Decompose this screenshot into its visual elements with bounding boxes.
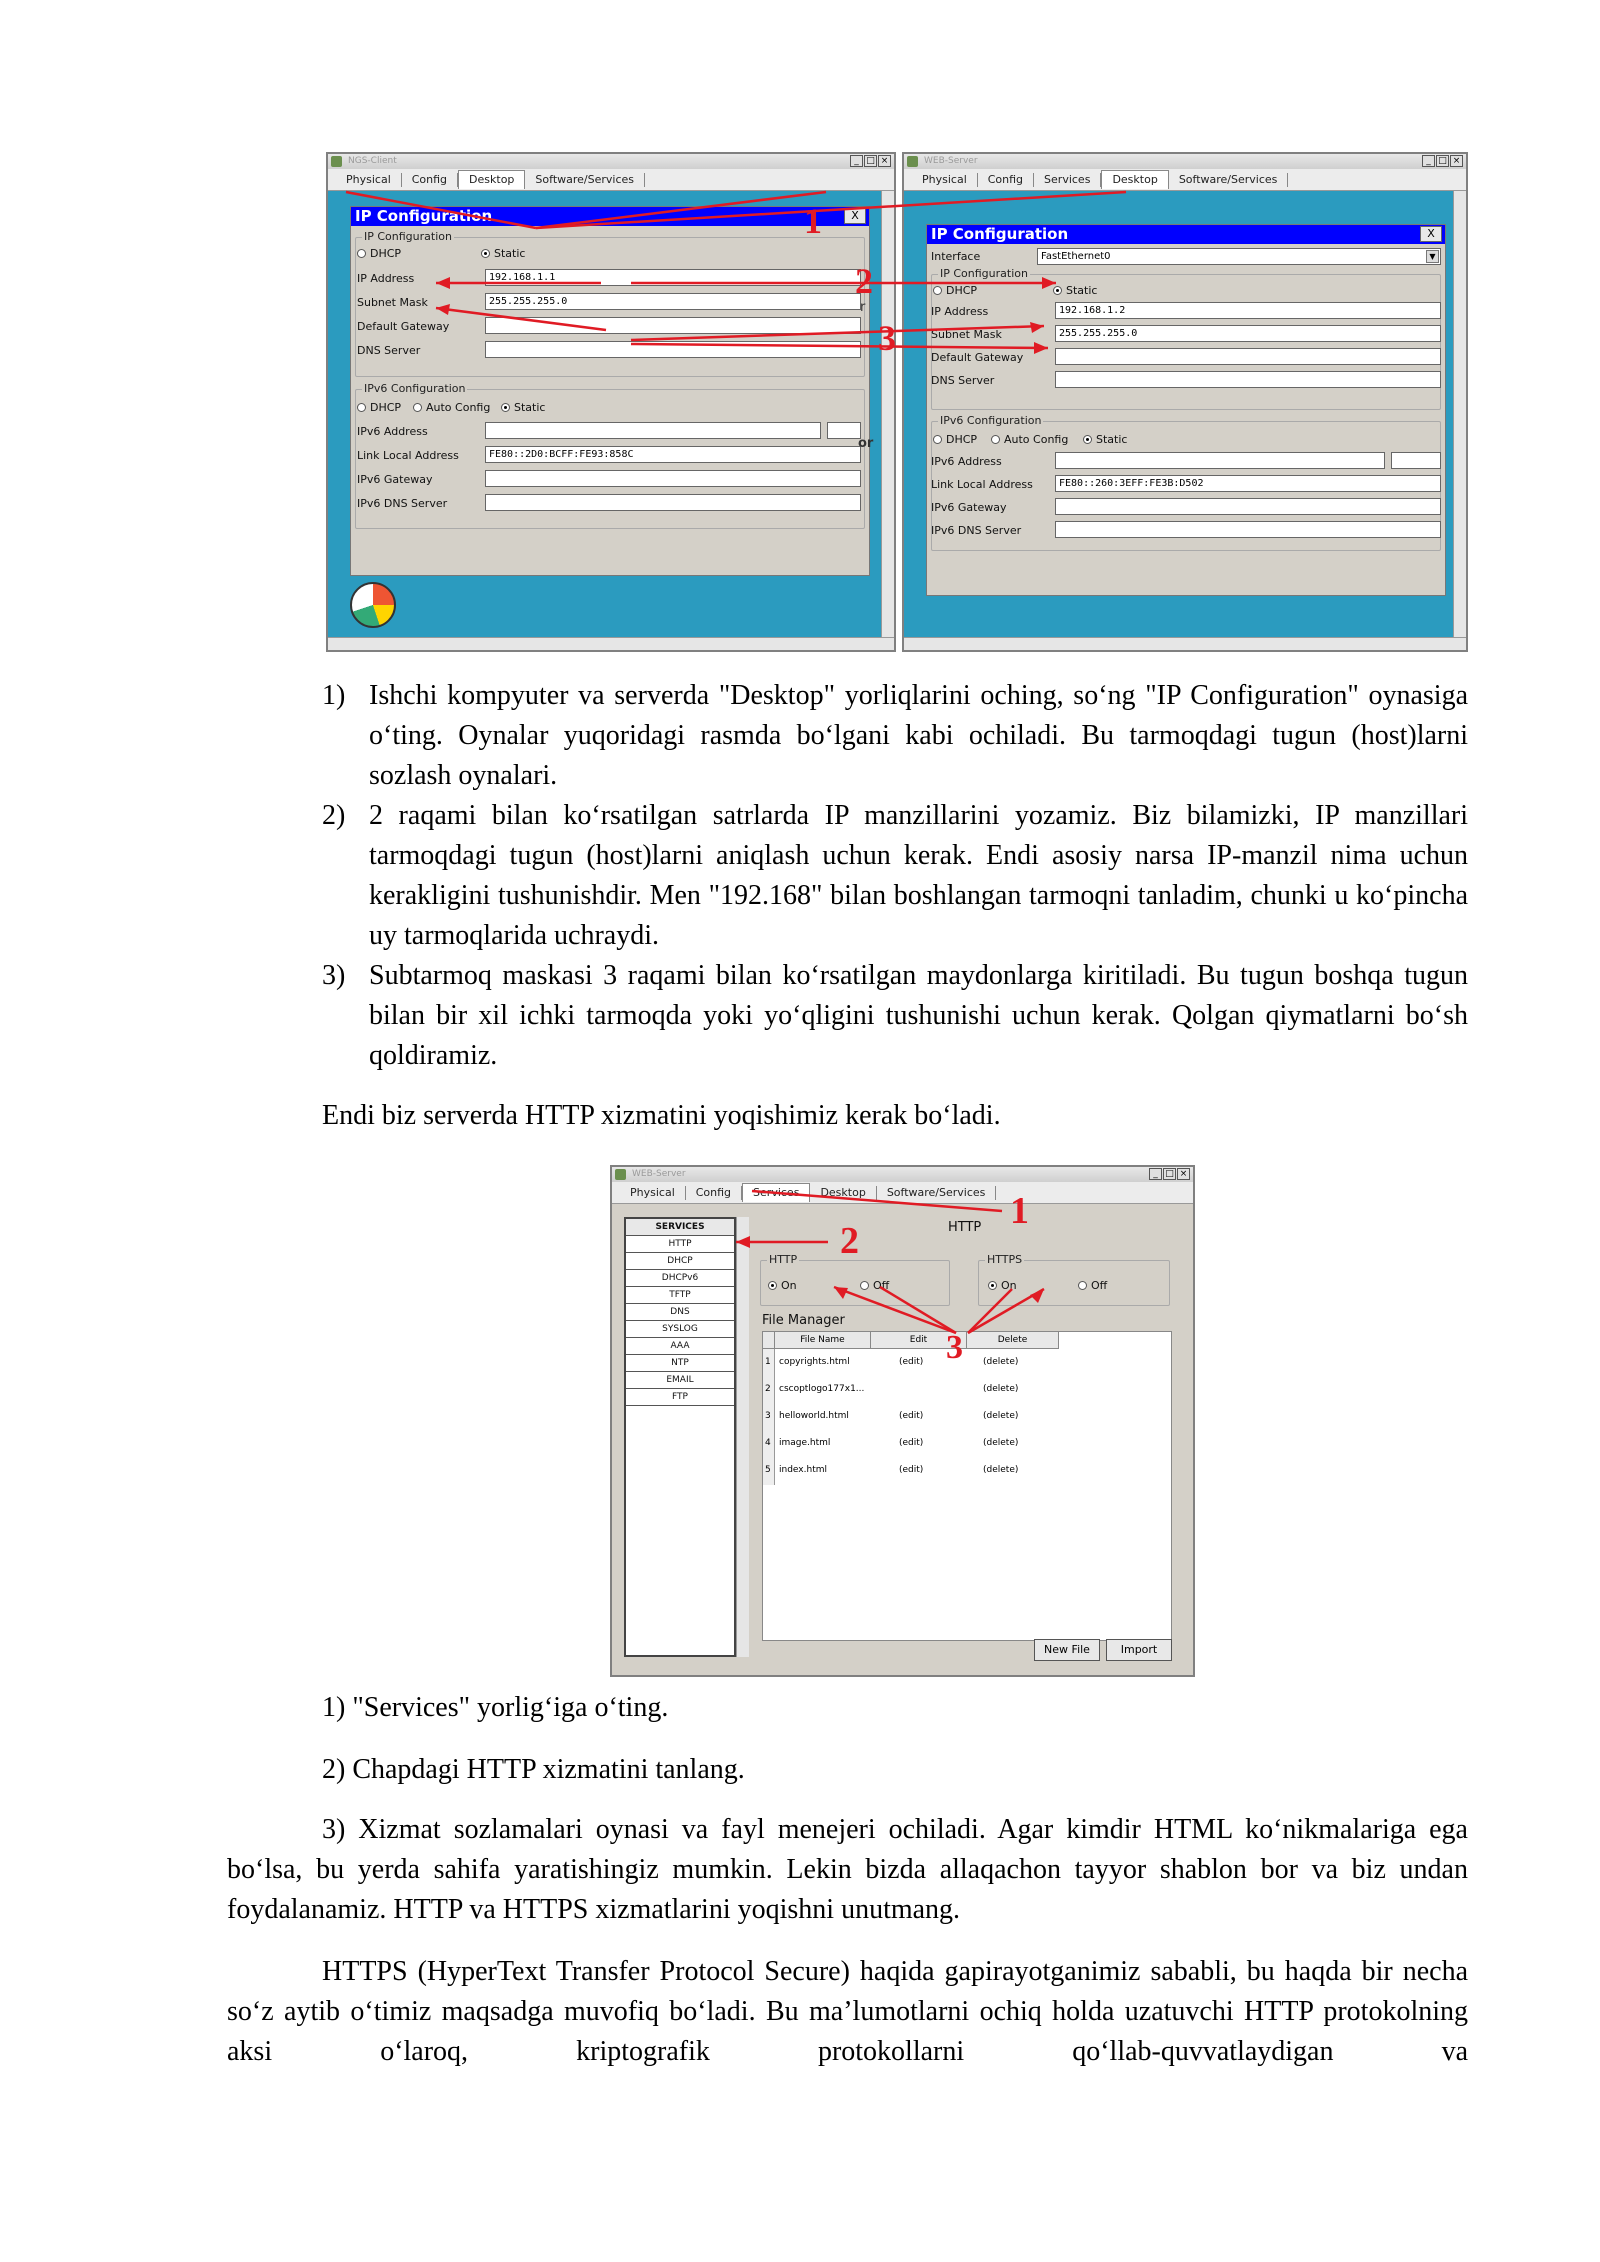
static-label: Static bbox=[514, 401, 546, 414]
new-file-button[interactable]: New File bbox=[1034, 1639, 1100, 1661]
dns-server-label: DNS Server bbox=[931, 374, 995, 387]
interface-label: Interface bbox=[931, 250, 981, 263]
auto-config-label: Auto Config bbox=[1004, 433, 1069, 446]
file-manager-table bbox=[762, 1331, 1172, 1641]
service-item-email[interactable]: EMAIL bbox=[626, 1372, 734, 1389]
services-header: SERVICES bbox=[626, 1219, 734, 1236]
auto-config-label: Auto Config bbox=[426, 401, 491, 414]
service-item-ftp[interactable]: FTP bbox=[626, 1389, 734, 1406]
minimize-icon[interactable]: _ bbox=[850, 155, 863, 167]
dialog-close-button[interactable]: X bbox=[844, 208, 866, 224]
figure-ip-configuration bbox=[326, 152, 1468, 652]
file-name: image.html bbox=[779, 1438, 831, 1448]
maximize-icon[interactable]: □ bbox=[1436, 155, 1449, 167]
list-number: 2) bbox=[322, 800, 346, 831]
paragraph-http-intro: Endi biz serverda HTTP xizmatini yoqishimiz kerak bo‘ladi. bbox=[322, 1100, 1001, 1131]
column-header-file-name: File Name bbox=[775, 1332, 871, 1349]
service-item-aaa[interactable]: AAA bbox=[626, 1338, 734, 1355]
dhcp-label: DHCP bbox=[946, 284, 978, 297]
window-title: WEB-Server bbox=[924, 156, 978, 166]
tab-software-services[interactable]: Software/Services bbox=[525, 173, 645, 187]
ipv6-dns-field[interactable] bbox=[485, 494, 861, 511]
subnet-mask-field[interactable]: 255.255.255.0 bbox=[485, 293, 861, 310]
tab-software-services[interactable]: Software/Services bbox=[877, 1186, 997, 1200]
service-item-dns[interactable]: DNS bbox=[626, 1304, 734, 1321]
ipv6-address-field[interactable] bbox=[1055, 452, 1385, 469]
tab-physical[interactable]: Physical bbox=[620, 1186, 686, 1200]
server-window bbox=[902, 152, 1468, 652]
list-text: Subtarmoq maskasi 3 raqami bilan ko‘rsatilgan maydonlarga kiritiladi. Bu tugun boshqa tugun bilan bir xil ichki tarmoqda yoki yo‘qligini tushunishi uchun kerak. Qolgan qiymatlarni bo‘sh qoldiramiz. bbox=[369, 960, 1468, 1071]
list-item bbox=[322, 676, 1468, 796]
import-button[interactable]: Import bbox=[1106, 1639, 1172, 1661]
ipv6-dns-field[interactable] bbox=[1055, 521, 1441, 538]
delete-link[interactable]: (delete) bbox=[983, 1438, 1019, 1448]
subnet-mask-label: Subnet Mask bbox=[357, 296, 428, 309]
vertical-scrollbar[interactable] bbox=[881, 191, 894, 637]
annotation-marker-2: 2 bbox=[840, 1220, 859, 1262]
group-label: IP Configuration bbox=[364, 230, 452, 243]
tab-services[interactable]: Services bbox=[742, 1183, 810, 1202]
ipv6-prefix-field[interactable] bbox=[1391, 452, 1441, 469]
maximize-icon[interactable]: □ bbox=[864, 155, 877, 167]
tab-config[interactable]: Config bbox=[402, 173, 458, 187]
ipv6-dns-label: IPv6 DNS Server bbox=[931, 524, 1022, 537]
app-icon bbox=[907, 156, 918, 167]
ipv6-gateway-field[interactable] bbox=[485, 470, 861, 487]
close-icon[interactable]: × bbox=[1177, 1168, 1190, 1180]
column-header-edit: Edit bbox=[871, 1332, 967, 1349]
annotation-marker-3: 3 bbox=[878, 318, 896, 358]
ipv6-gateway-label: IPv6 Gateway bbox=[931, 501, 1007, 514]
group-label: HTTP bbox=[769, 1253, 798, 1266]
default-gateway-label: Default Gateway bbox=[357, 320, 450, 333]
delete-link[interactable]: (delete) bbox=[983, 1411, 1019, 1421]
column-header-index bbox=[763, 1332, 775, 1349]
ip-address-label: IP Address bbox=[931, 305, 989, 318]
annotation-marker-2: 2 bbox=[855, 261, 873, 301]
default-gateway-field[interactable] bbox=[1055, 348, 1441, 365]
tab-physical[interactable]: Physical bbox=[912, 173, 978, 187]
interface-select[interactable]: FastEthernet0 ▼ bbox=[1037, 248, 1441, 265]
service-item-ntp[interactable]: NTP bbox=[626, 1355, 734, 1372]
ip-address-field[interactable]: 192.168.1.2 bbox=[1055, 302, 1441, 319]
paragraph-https: HTTPS (HyperText Transfer Protocol Secure) haqida gapirayotganimiz sababli, bu haqda bir necha so‘z aytib o‘timiz maqsadga muvofiq bo‘ladi. Bu ma’lumotlarni ochiq holda uzatuvchi HTTP protokolning aksi o‘laroq, kriptografik protokollarni qo‘llab-quvvatlaydigan va bbox=[227, 1956, 1468, 2067]
ipv4-group bbox=[931, 267, 1441, 410]
ipv6-auto-config-radio[interactable] bbox=[991, 435, 1000, 444]
group-label: IPv6 Configuration bbox=[364, 382, 466, 395]
dhcp-radio[interactable] bbox=[933, 286, 942, 295]
server-titlebar bbox=[904, 154, 1466, 169]
column-header-delete: Delete bbox=[967, 1332, 1059, 1349]
client-ip-config-dialog bbox=[350, 206, 870, 576]
server-titlebar bbox=[612, 1167, 1193, 1182]
file-name: cscoptlogo177x1... bbox=[779, 1384, 865, 1394]
desktop-app-icon[interactable] bbox=[350, 582, 396, 628]
side-char: r bbox=[860, 300, 866, 315]
on-label: On bbox=[1001, 1279, 1017, 1292]
static-label: Static bbox=[1096, 433, 1128, 446]
dns-server-label: DNS Server bbox=[357, 344, 421, 357]
dns-server-field[interactable] bbox=[485, 341, 861, 358]
edit-link[interactable]: (edit) bbox=[899, 1438, 924, 1448]
annotation-marker-3: 3 bbox=[946, 1329, 963, 1366]
service-item-dhcpv6[interactable]: DHCPv6 bbox=[626, 1270, 734, 1287]
link-local-field: FE80::2D0:BCFF:FE93:858C bbox=[485, 446, 861, 463]
ip-address-label: IP Address bbox=[357, 272, 415, 285]
file-manager-label: File Manager bbox=[762, 1313, 845, 1328]
row-index: 5 bbox=[765, 1465, 771, 1475]
group-label: HTTPS bbox=[987, 1253, 1023, 1266]
side-char: or bbox=[858, 436, 874, 451]
ip-address-field[interactable]: 192.168.1.1 bbox=[485, 269, 861, 286]
edit-link[interactable]: (edit) bbox=[899, 1465, 924, 1475]
on-label: On bbox=[781, 1279, 797, 1292]
client-titlebar bbox=[328, 154, 894, 169]
ipv6-prefix-field[interactable] bbox=[827, 422, 861, 439]
edit-link[interactable]: (edit) bbox=[899, 1411, 924, 1421]
static-label: Static bbox=[494, 247, 526, 260]
ipv6-gateway-label: IPv6 Gateway bbox=[357, 473, 433, 486]
file-name: copyrights.html bbox=[779, 1357, 850, 1367]
vertical-scrollbar[interactable] bbox=[1453, 191, 1466, 637]
server-ip-config-dialog bbox=[926, 224, 1446, 596]
tab-software-services[interactable]: Software/Services bbox=[1169, 173, 1289, 187]
row-index: 1 bbox=[765, 1357, 771, 1367]
tab-desktop[interactable]: Desktop bbox=[1101, 170, 1168, 189]
row-index: 4 bbox=[765, 1438, 771, 1448]
services-list bbox=[624, 1217, 736, 1657]
panel-title: HTTP bbox=[948, 1220, 982, 1235]
tab-config[interactable]: Config bbox=[978, 173, 1034, 187]
link-local-field: FE80::260:3EFF:FE3B:D502 bbox=[1055, 475, 1441, 492]
dialog-close-button[interactable]: X bbox=[1420, 226, 1442, 242]
tab-desktop[interactable]: Desktop bbox=[810, 1186, 876, 1200]
static-label: Static bbox=[1066, 284, 1098, 297]
row-index: 2 bbox=[765, 1384, 771, 1394]
annotation-marker-1: 1 bbox=[1010, 1190, 1029, 1232]
close-icon[interactable]: × bbox=[878, 155, 891, 167]
ipv6-dns-label: IPv6 DNS Server bbox=[357, 497, 448, 510]
file-name: helloworld.html bbox=[779, 1411, 849, 1421]
subnet-mask-label: Subnet Mask bbox=[931, 328, 1002, 341]
ipv6-address-label: IPv6 Address bbox=[931, 455, 1002, 468]
subnet-mask-field[interactable]: 255.255.255.0 bbox=[1055, 325, 1441, 342]
dhcp-radio[interactable] bbox=[357, 249, 366, 258]
chevron-down-icon: ▼ bbox=[1426, 250, 1439, 263]
tab-desktop[interactable]: Desktop bbox=[458, 170, 525, 189]
server-tabs bbox=[612, 1182, 1193, 1204]
service-item-http[interactable]: HTTP bbox=[626, 1236, 734, 1253]
link-local-label: Link Local Address bbox=[931, 478, 1033, 491]
server-tabs bbox=[904, 169, 1466, 191]
tab-physical[interactable]: Physical bbox=[336, 173, 402, 187]
list-item bbox=[322, 796, 1468, 956]
dhcp-label: DHCP bbox=[946, 433, 978, 446]
default-gateway-field[interactable] bbox=[485, 317, 861, 334]
http-on-radio[interactable] bbox=[768, 1281, 777, 1290]
http-off-radio[interactable] bbox=[860, 1281, 869, 1290]
step-2: 2) Chapdagi HTTP xizmatini tanlang. bbox=[322, 1754, 745, 1785]
horizontal-scrollbar[interactable] bbox=[904, 637, 1466, 650]
tab-config[interactable]: Config bbox=[686, 1186, 742, 1200]
service-item-syslog[interactable]: SYSLOG bbox=[626, 1321, 734, 1338]
group-label: IPv6 Configuration bbox=[940, 414, 1042, 427]
dialog-title: IP Configuration X bbox=[927, 225, 1445, 244]
window-title: WEB-Server bbox=[632, 1169, 686, 1179]
ipv6-static-radio[interactable] bbox=[501, 403, 510, 412]
static-radio[interactable] bbox=[1053, 286, 1062, 295]
client-tabs bbox=[328, 169, 894, 191]
static-radio[interactable] bbox=[481, 249, 490, 258]
default-gateway-label: Default Gateway bbox=[931, 351, 1024, 364]
maximize-icon[interactable]: □ bbox=[1163, 1168, 1176, 1180]
ipv6-address-label: IPv6 Address bbox=[357, 425, 428, 438]
delete-link[interactable]: (delete) bbox=[983, 1357, 1019, 1367]
services-scrollbar[interactable] bbox=[736, 1217, 749, 1657]
close-icon[interactable]: × bbox=[1450, 155, 1463, 167]
edit-link[interactable]: (edit) bbox=[899, 1357, 924, 1367]
tab-services[interactable]: Services bbox=[1034, 173, 1101, 187]
https-off-radio[interactable] bbox=[1078, 1281, 1087, 1290]
link-local-label: Link Local Address bbox=[357, 449, 459, 462]
group-label: IP Configuration bbox=[940, 267, 1028, 280]
dhcp-label: DHCP bbox=[370, 401, 402, 414]
service-item-tftp[interactable]: TFTP bbox=[626, 1287, 734, 1304]
ipv6-dhcp-radio[interactable] bbox=[933, 435, 942, 444]
list-number: 3) bbox=[322, 960, 346, 991]
ipv6-dhcp-radio[interactable] bbox=[357, 403, 366, 412]
dialog-title: IP Configuration X bbox=[351, 207, 869, 226]
horizontal-scrollbar[interactable] bbox=[328, 637, 894, 650]
app-icon bbox=[615, 1169, 626, 1180]
service-item-dhcp[interactable]: DHCP bbox=[626, 1253, 734, 1270]
dhcp-label: DHCP bbox=[370, 247, 402, 260]
window-title: NGS-Client bbox=[348, 156, 397, 166]
figure-http-service bbox=[610, 1165, 1195, 1677]
dns-server-field[interactable] bbox=[1055, 371, 1441, 388]
delete-link[interactable]: (delete) bbox=[983, 1465, 1019, 1475]
list-item bbox=[322, 956, 1468, 1076]
list-text: 2 raqami bilan ko‘rsatilgan satrlarda IP manzillarini yozamiz. Biz bilamizki, IP manzillari tarmoqdagi tugun (host)larni aniqlash uchun kerak. Endi asosiy narsa IP-manzil nima uchun kerakligini tushunishdir. Men "192.168" bilan boshlangan tarmoqni tanladim, chunki u ko‘pincha uy tarmoqlarida uchraydi. bbox=[369, 800, 1468, 951]
step-1: 1) "Services" yorlig‘iga o‘ting. bbox=[322, 1692, 669, 1723]
row-index: 3 bbox=[765, 1411, 771, 1421]
app-icon bbox=[331, 156, 342, 167]
ipv6-gateway-field[interactable] bbox=[1055, 498, 1441, 515]
off-label: Off bbox=[873, 1279, 890, 1292]
minimize-icon[interactable]: _ bbox=[1149, 1168, 1162, 1180]
paragraph-step-3: 3) Xizmat sozlamalari oynasi va fayl menejeri ochiladi. Agar kimdir HTML ko‘nikmalariga ega bo‘lsa, bu yerda sahifa yaratishingiz mumkin. Lekin bizda allaqachon tayyor shablon bor va biz undan foydalanamiz. HTTP va HTTPS xizmatlarini yoqishni unutmang. bbox=[227, 1814, 1468, 1925]
annotation-marker-1: 1 bbox=[804, 201, 822, 241]
list-number: 1) bbox=[322, 680, 346, 711]
delete-link[interactable]: (delete) bbox=[983, 1384, 1019, 1394]
list-text: Ishchi kompyuter va serverda "Desktop" yorliqlarini oching, so‘ng "IP Configuration" oynasiga o‘ting. Oynalar yuqoridagi rasmda bo‘lgani kabi ochiladi. Bu tarmoqdagi tugun (host)larni sozlash oynalari. bbox=[369, 680, 1468, 791]
ipv6-auto-config-radio[interactable] bbox=[413, 403, 422, 412]
https-on-radio[interactable] bbox=[988, 1281, 997, 1290]
off-label: Off bbox=[1091, 1279, 1108, 1292]
file-name: index.html bbox=[779, 1465, 827, 1475]
ipv6-static-radio[interactable] bbox=[1083, 435, 1092, 444]
minimize-icon[interactable]: _ bbox=[1422, 155, 1435, 167]
ipv6-address-field[interactable] bbox=[485, 422, 821, 439]
